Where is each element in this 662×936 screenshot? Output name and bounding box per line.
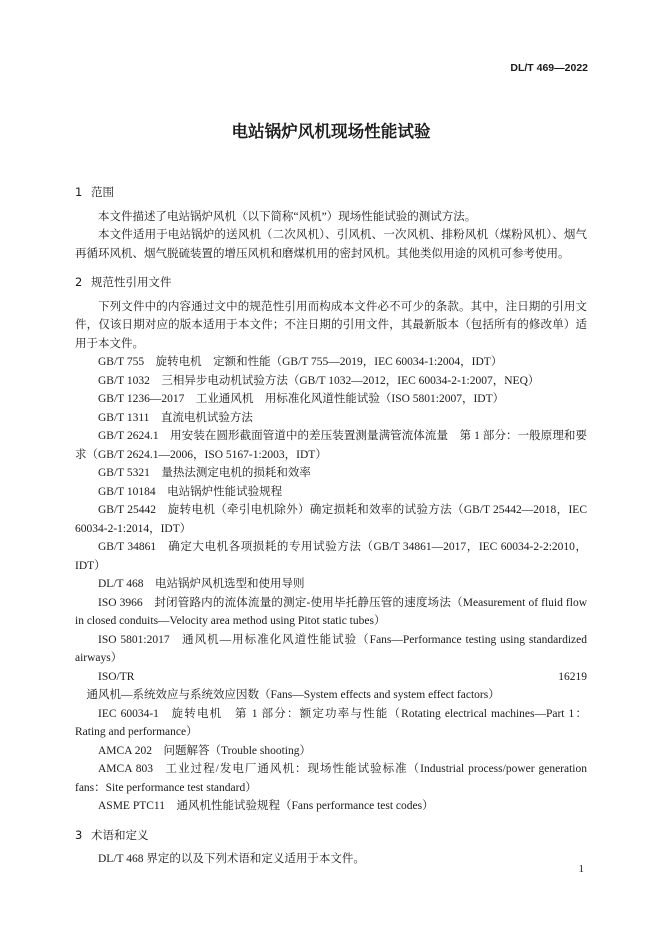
- reference-item: [75, 353, 587, 372]
- reference-code: GB/T 1236—2017: [98, 393, 185, 405]
- reference-code: ASME PTC11: [98, 800, 165, 812]
- reference-title: 工业通风机 用标准化风道性能试验（ISO 5801:2007，IDT）: [195, 393, 505, 405]
- reference-title: 问题解答（Trouble shooting）: [163, 744, 311, 757]
- section-normative-references: [75, 273, 587, 816]
- reference-item: [75, 427, 587, 464]
- page-number: 1: [578, 863, 584, 875]
- reference-code: GB/T 25442: [98, 504, 156, 516]
- section-heading-text: 术语和定义: [91, 827, 149, 842]
- section-heading: [75, 826, 587, 845]
- reference-code: DL/T 468: [98, 578, 144, 590]
- section-number: 3: [75, 827, 83, 842]
- reference-item: [75, 501, 587, 538]
- section-heading-text: 规范性引用文件: [91, 275, 172, 289]
- reference-title: 确定大电机各项损耗的专用试验方法（GB/T 34861—2017，IEC 60034-2-2:2010，IDT）: [75, 541, 587, 572]
- section-heading-text: 范围: [91, 185, 114, 199]
- reference-item: [75, 464, 587, 483]
- reference-item: [75, 538, 587, 575]
- document-title: 电站锅炉风机现场性能试验: [231, 122, 431, 141]
- reference-code: AMCA 803: [98, 763, 154, 775]
- reference-code: IEC 60034-1: [98, 707, 159, 720]
- reference-title: 旋转电机 第 1 部分：额定功率与性能（Rotating electrical machines—Part 1：Rating and performance）: [75, 707, 587, 738]
- reference-code: GB/T 1032: [98, 374, 150, 387]
- reference-code: GB/T 10184: [98, 485, 156, 498]
- body-paragraph: 本文件适用于电站锅炉的送风机（二次风机）、引风机、一次风机、排粉风机（煤粉风机）、烟气再循环风机、烟气脱硫装置的增压风机和磨煤机用的密封风机。其他类似用途的风机可参考使用。: [75, 229, 587, 260]
- reference-title: 封闭管路内的流体流量的测定-使用毕托静压管的速度场法（Measurement of fluid flow in closed conduits—Velocity area method using Pitot static tubes）: [75, 596, 588, 627]
- reference-title: 量热法测定电机的损耗和效率: [161, 467, 311, 479]
- reference-code: ISO/TR 16219: [98, 670, 587, 683]
- section-number: 1: [75, 185, 83, 199]
- section-heading: [75, 273, 587, 292]
- reference-title: 三相异步电动机试验方法（GB/T 1032—2012，IEC 60034-2-1:2007，NEQ）: [161, 374, 540, 387]
- reference-title: 旋转电机（牵引电机除外）确定损耗和效率的试验方法（GB/T 25442—2018，IEC 60034-2-1:2014，IDT）: [75, 504, 587, 535]
- reference-title: 用安装在圆形截面管道中的差压装置测量满管流体流量 第 1 部分：一般原理和要求（GB/T 2624.1—2006，ISO 5167-1:2003，IDT）: [75, 430, 587, 461]
- reference-item: [75, 668, 587, 705]
- reference-code: GB/T 1311: [98, 411, 150, 424]
- reference-code: GB/T 34861: [98, 541, 157, 553]
- reference-item: [75, 705, 587, 742]
- section-number: 2: [75, 275, 83, 289]
- section-terms-definitions: [75, 826, 587, 869]
- reference-item: [75, 372, 587, 391]
- reference-item: [75, 760, 587, 797]
- reference-title: 电站锅炉风机选型和使用导则: [154, 578, 305, 590]
- reference-code: GB/T 2624.1: [98, 430, 159, 442]
- section-scope: [75, 183, 587, 263]
- reference-item: [75, 409, 587, 428]
- reference-code: GB/T 755: [98, 356, 145, 368]
- reference-title: 电站锅炉性能试验规程: [167, 485, 283, 498]
- reference-item: [75, 483, 587, 502]
- reference-list: [75, 353, 587, 816]
- document-code: DL/T 469—2022: [510, 62, 588, 74]
- document-body: [75, 183, 587, 869]
- reference-item: [75, 594, 587, 631]
- body-paragraph: DL/T 468 界定的以及下列术语和定义适用于本文件。: [98, 853, 365, 865]
- reference-title: 通风机性能试验规程（Fans performance test codes）: [176, 800, 434, 812]
- reference-title: 旋转电机 定额和性能（GB/T 755—2019，IEC 60034-1:2004，IDT）: [155, 356, 503, 368]
- reference-item: [75, 390, 587, 409]
- reference-code: ISO 3966: [98, 596, 143, 609]
- reference-title: 通风机—系统效应与系统效应因数（Fans—System effects and system effect factors）: [86, 689, 500, 701]
- body-paragraph: 下列文件中的内容通过文中的规范性引用而构成本文件必不可少的条款。其中，注日期的引用文件，仅该日期对应的版本适用于本文件；不注日期的引用文件，其最新版本（包括所有的修改单）适用于本文件。: [75, 300, 587, 350]
- reference-title: 通风机—用标准化风道性能试验（Fans—Performance testing using standardized airways）: [75, 633, 587, 664]
- reference-item: [75, 797, 587, 816]
- reference-item: [75, 742, 587, 761]
- reference-code: ISO 5801:2017: [98, 633, 170, 646]
- section-heading: [75, 183, 587, 202]
- reference-item: [75, 631, 587, 668]
- reference-code: GB/T 5321: [98, 467, 150, 479]
- body-paragraph: 本文件描述了电站锅炉风机（以下简称“风机”）现场性能试验的测试方法。: [98, 210, 477, 223]
- reference-title: 直流电机试验方法: [160, 411, 253, 424]
- reference-code: AMCA 202: [98, 744, 152, 757]
- reference-item: [75, 575, 587, 594]
- reference-title: 工业过程/发电厂通风机：现场性能试验标准（Industrial process/power generation fans：Site performance test standard）: [75, 763, 587, 794]
